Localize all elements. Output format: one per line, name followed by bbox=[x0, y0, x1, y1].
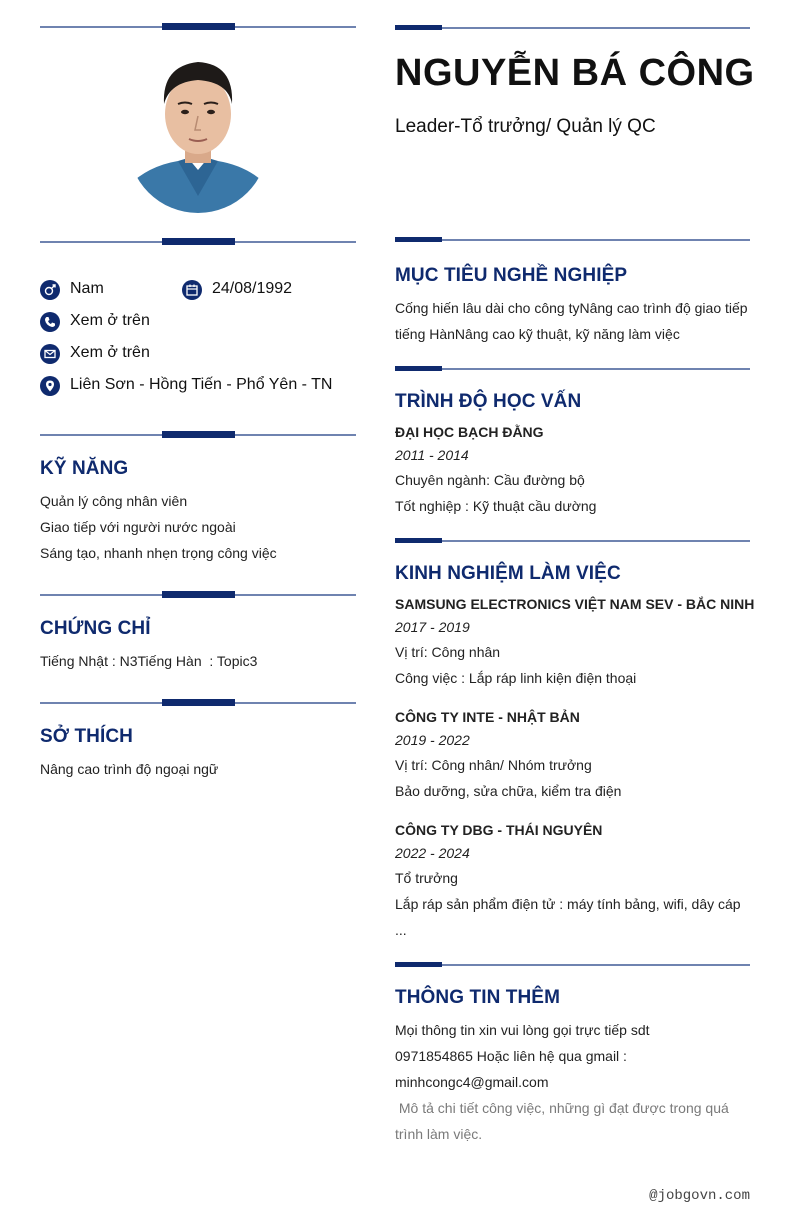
calendar-icon bbox=[182, 280, 202, 300]
additional-placeholder-line: Mô tả chi tiết công việc, những gì đạt được trong quá bbox=[395, 1100, 729, 1116]
objective-line: Cống hiến lâu dài cho công tyNâng cao trình độ giao tiếp bbox=[395, 300, 748, 316]
job-line: Vị trí: Công nhân/ Nhóm trưởng bbox=[395, 757, 592, 773]
certificates-text: Tiếng Nhật : N3Tiếng Hàn : Topic3 bbox=[40, 653, 258, 669]
profile-photo bbox=[128, 46, 268, 213]
experience-title: KINH NGHIỆM LÀM VIỆC bbox=[395, 563, 621, 584]
certificates-divider bbox=[40, 591, 356, 599]
email-text: Xem ở trên bbox=[70, 344, 150, 361]
objective-line: tiếng HànNâng cao kỹ thuật, kỹ năng làm việc bbox=[395, 326, 680, 342]
education-divider bbox=[395, 366, 750, 372]
hobbies-divider bbox=[40, 699, 356, 707]
education-major: Chuyên ngành: Cầu đường bộ bbox=[395, 472, 585, 488]
location-icon bbox=[40, 376, 60, 396]
additional-title: THÔNG TIN THÊM bbox=[395, 987, 560, 1008]
job-line: Công việc : Lắp ráp linh kiện điện thoại bbox=[395, 670, 637, 686]
candidate-name: NGUYỄN BÁ CÔNG bbox=[395, 52, 755, 94]
hobbies-title: SỞ THÍCH bbox=[40, 726, 134, 747]
education-period: 2011 - 2014 bbox=[395, 447, 469, 463]
job-company: CÔNG TY INTE - NHẬT BẢN bbox=[395, 709, 580, 725]
education-graduation: Tốt nghiệp : Kỹ thuật cầu dường bbox=[395, 498, 597, 514]
job-line: Lắp ráp sản phẩm điện tử : máy tính bảng, wifi, dây cáp bbox=[395, 896, 741, 912]
gender-icon bbox=[40, 280, 60, 300]
birthdate-text: 24/08/1992 bbox=[212, 280, 293, 297]
additional-line: Mọi thông tin xin vui lòng gọi trực tiếp sdt bbox=[395, 1022, 650, 1038]
watermark: @jobgovn.com bbox=[649, 1188, 750, 1204]
address-text: Liên Sơn - Hồng Tiến - Phổ Yên - TN bbox=[70, 376, 333, 393]
education-title: TRÌNH ĐỘ HỌC VẤN bbox=[395, 391, 582, 412]
phone-text: Xem ở trên bbox=[70, 312, 150, 329]
mail-icon bbox=[40, 344, 60, 364]
job-line: Bảo dưỡng, sửa chữa, kiểm tra điện bbox=[395, 783, 622, 799]
hobbies-text: Nâng cao trình độ ngoại ngữ bbox=[40, 761, 219, 777]
job-period: 2022 - 2024 bbox=[395, 845, 470, 861]
skills-title: KỸ NĂNG bbox=[40, 458, 129, 479]
job-title: Leader-Tổ trưởng/ Quản lý QC bbox=[395, 116, 656, 137]
top-left-divider bbox=[40, 23, 356, 31]
skill-item: Sáng tạo, nhanh nhẹn trọng công việc bbox=[40, 545, 277, 561]
skill-item: Quản lý công nhân viên bbox=[40, 493, 188, 509]
photo-bottom-divider bbox=[40, 238, 356, 246]
job-line: Tổ trưởng bbox=[395, 870, 458, 886]
skills-divider bbox=[40, 431, 356, 439]
job-company: CÔNG TY DBG - THÁI NGUYÊN bbox=[395, 822, 603, 838]
education-school: ĐẠI HỌC BẠCH ĐẰNG bbox=[395, 424, 544, 440]
objective-title: MỤC TIÊU NGHỀ NGHIỆP bbox=[395, 265, 628, 286]
job-line: ... bbox=[395, 922, 407, 938]
experience-divider bbox=[395, 538, 750, 544]
phone-icon bbox=[40, 312, 60, 332]
gender-text: Nam bbox=[70, 280, 104, 297]
additional-placeholder-line: trình làm việc. bbox=[395, 1126, 483, 1142]
additional-line: minhcongc4@gmail.com bbox=[395, 1074, 549, 1090]
certificates-title: CHỨNG CHỈ bbox=[40, 618, 151, 639]
job-period: 2019 - 2022 bbox=[395, 732, 470, 748]
job-line: Vị trí: Công nhân bbox=[395, 644, 501, 660]
additional-divider bbox=[395, 962, 750, 968]
objective-divider bbox=[395, 237, 750, 243]
top-right-divider bbox=[395, 25, 750, 31]
additional-line: 0971854865 Hoặc liên hệ qua gmail : bbox=[395, 1048, 627, 1064]
skill-item: Giao tiếp với người nước ngoài bbox=[40, 519, 236, 535]
job-period: 2017 - 2019 bbox=[395, 619, 470, 635]
job-company: SAMSUNG ELECTRONICS VIỆT NAM SEV - BẮC NINH bbox=[395, 596, 755, 612]
